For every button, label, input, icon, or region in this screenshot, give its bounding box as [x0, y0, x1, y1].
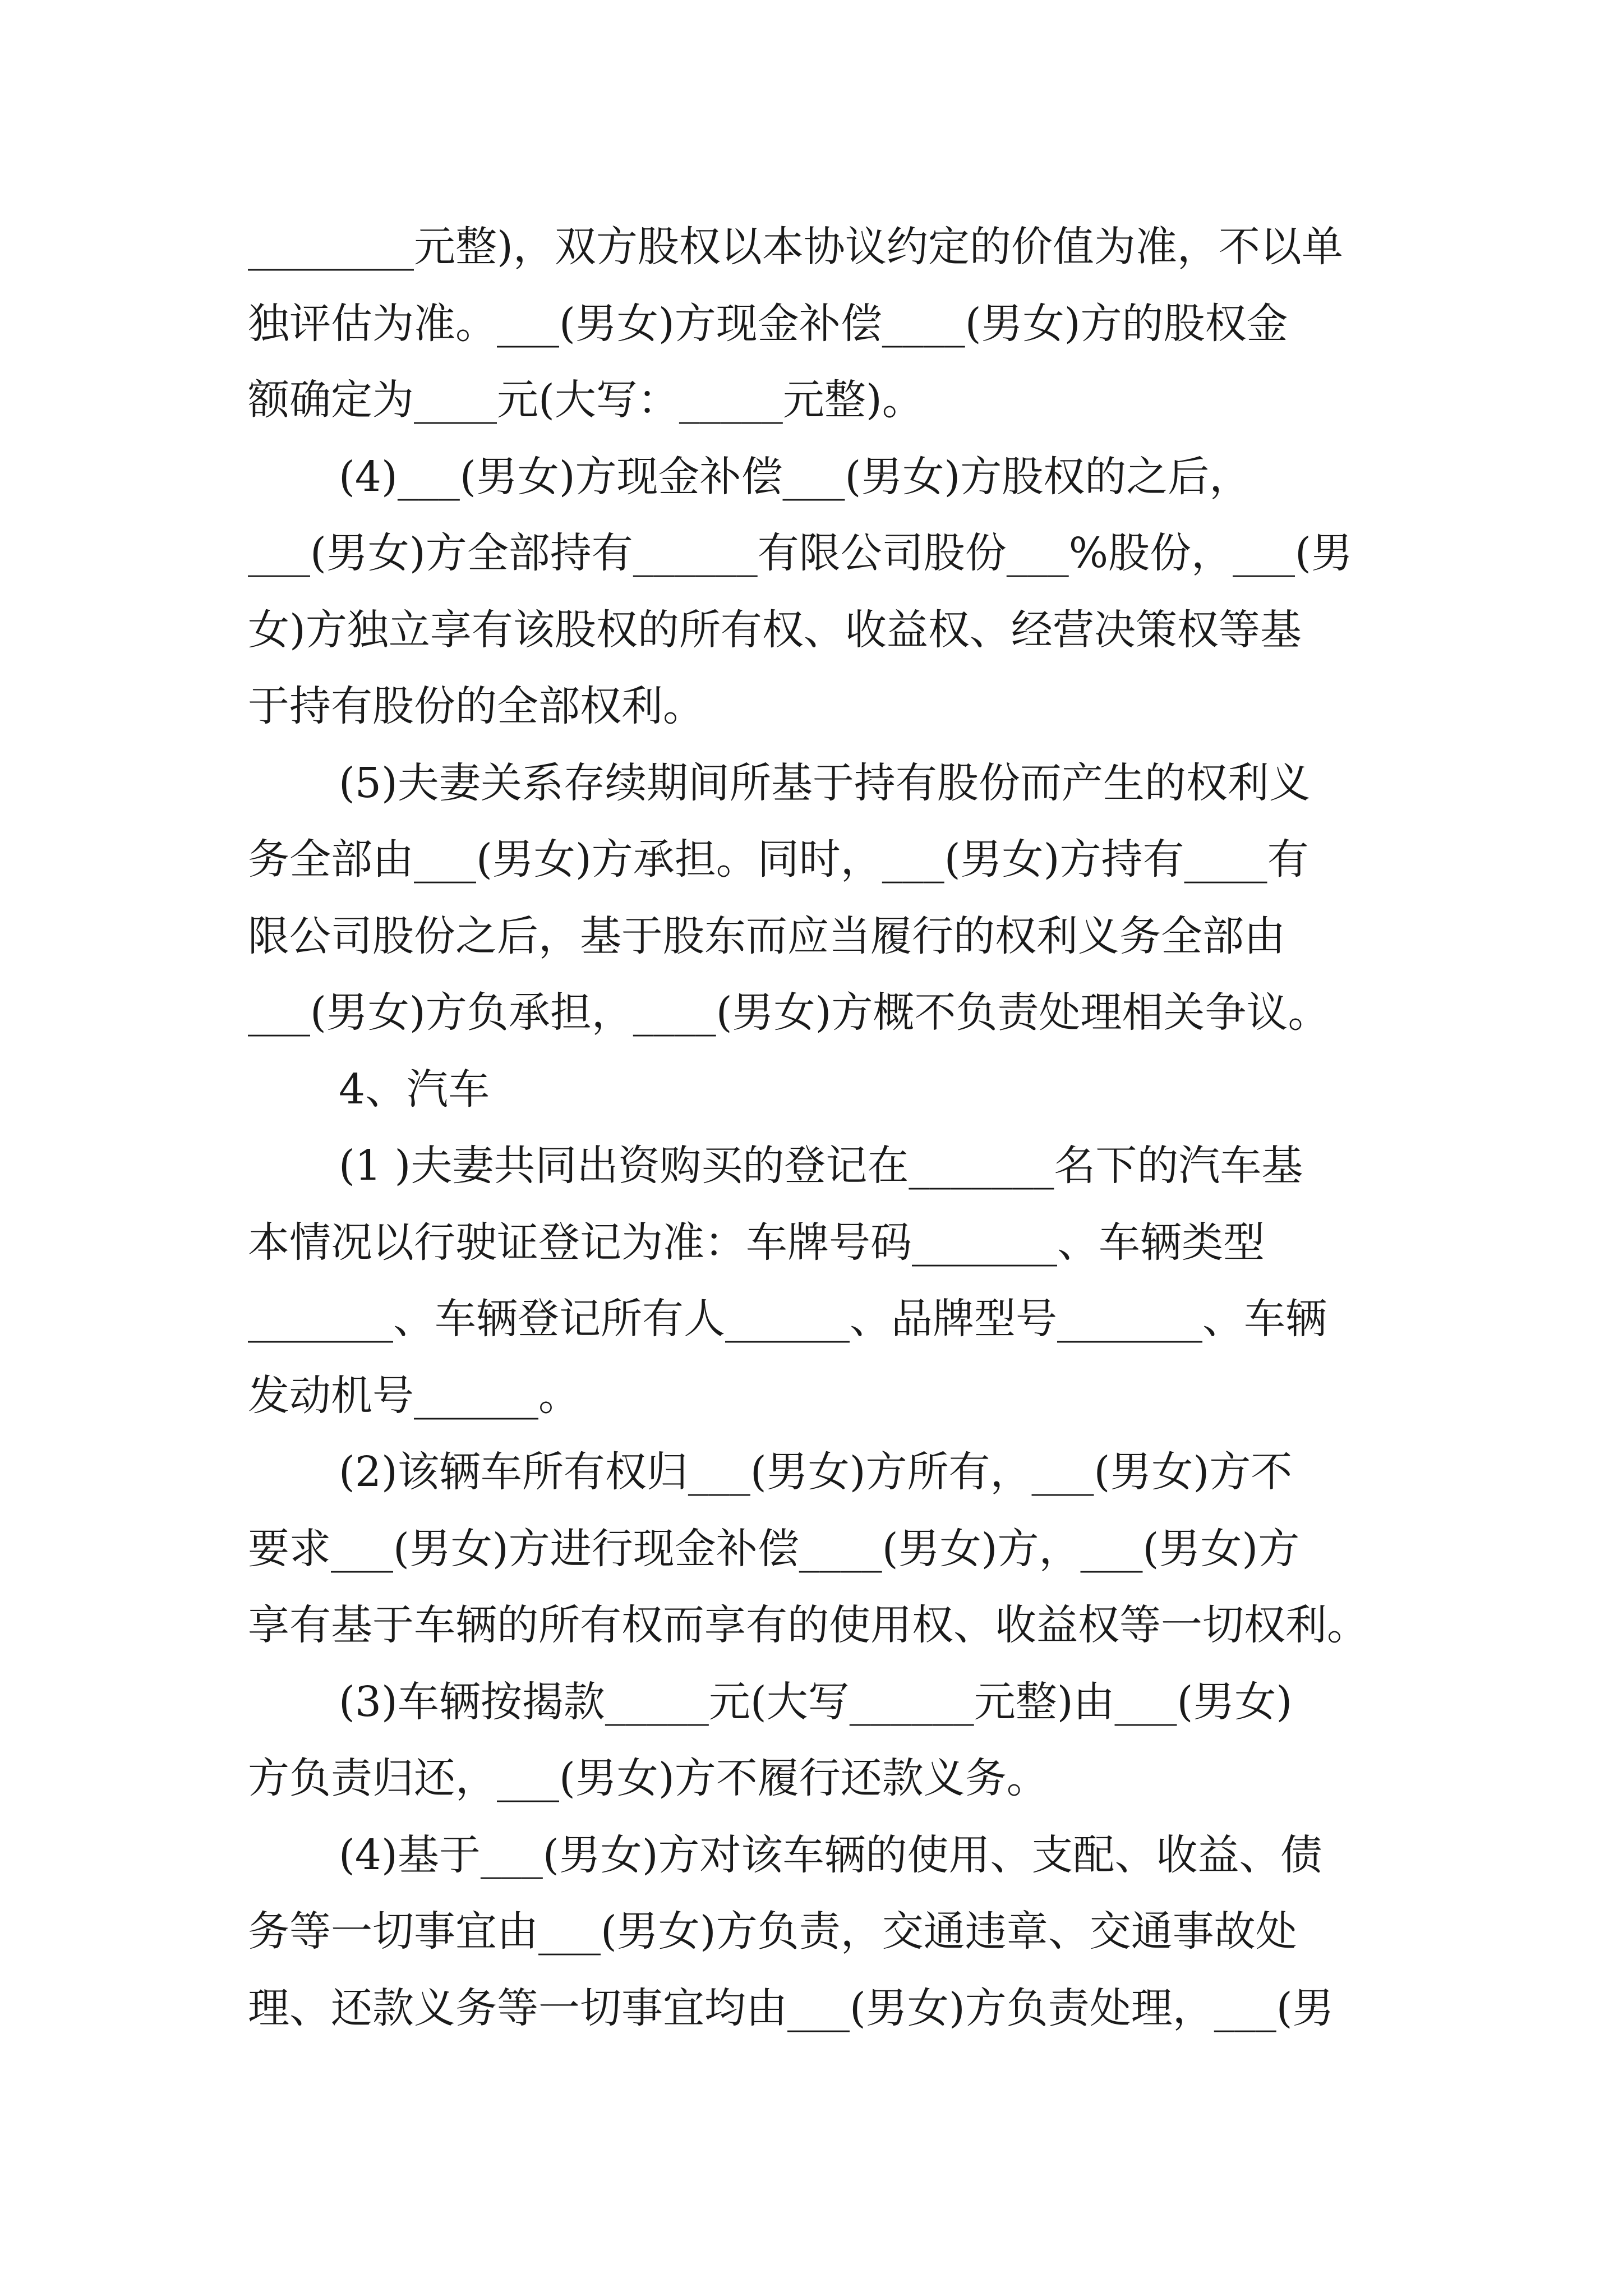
- text-line: 方负责归还，___(男女)方不履行还款义务。: [248, 1754, 1048, 1802]
- clause-5-line: (5)夫妻关系存续期间所基于持有股份而产生的权利义: [339, 758, 1311, 807]
- clause-4-line: (4)___(男女)方现金补偿___(男女)方股权的之后，: [339, 452, 1251, 501]
- car-clause-2-line: (2)该辆车所有权归___(男女)方所有，___(男女)方不: [339, 1448, 1293, 1496]
- text-line: 务全部由___(男女)方承担。同时，___(男女)方持有____有: [248, 835, 1309, 884]
- car-clause-1-line: (1 )夫妻共同出资购买的登记在_______名下的汽车基: [339, 1142, 1303, 1190]
- text-line: 享有基于车辆的所有权而享有的使用权、收益权等一切权利。: [248, 1601, 1368, 1649]
- text-line: 独评估为准。___(男女)方现金补偿____(男女)方的股权金: [248, 299, 1288, 348]
- text-line: ________元整)，双方股权以本协议约定的价值为准，不以单: [248, 223, 1343, 271]
- text-line: ___(男女)方负承担，____(男女)方概不负责处理相关争议。: [248, 988, 1330, 1037]
- text-line: _______、车辆登记所有人______、品牌型号_______、车辆: [248, 1295, 1327, 1343]
- text-line: 要求___(男女)方进行现金补偿____(男女)方，___(男女)方: [248, 1524, 1300, 1573]
- agreement-text: [248, 209, 1386, 2046]
- text-line: 理、还款义务等一切事宜均由___(男女)方负责处理，___(男: [248, 1984, 1334, 2032]
- text-line: ___(男女)方全部持有______有限公司股份___%股份，___(男: [248, 529, 1353, 577]
- text-line: 限公司股份之后，基于股东而应当履行的权利义务全部由: [248, 912, 1285, 960]
- car-clause-4-line: (4)基于___(男女)方对该车辆的使用、支配、收益、债: [339, 1830, 1322, 1879]
- text-line: 发动机号______。: [248, 1371, 580, 1420]
- text-line: 于持有股份的全部权利。: [248, 682, 704, 730]
- text-line: 本情况以行驶证登记为准：车牌号码_______、车辆类型: [248, 1218, 1265, 1267]
- section-heading-car: 4、汽车: [339, 1065, 490, 1114]
- text-line: 额确定为____元(大写：_____元整)。: [248, 376, 924, 424]
- text-line: 女)方独立享有该股权的所有权、收益权、经营决策权等基: [248, 605, 1302, 654]
- car-clause-3-line: (3)车辆按揭款_____元(大写______元整)由___(男女): [339, 1677, 1293, 1726]
- text-line: 务等一切事宜由___(男女)方负责，交通违章、交通事故处: [248, 1907, 1297, 1955]
